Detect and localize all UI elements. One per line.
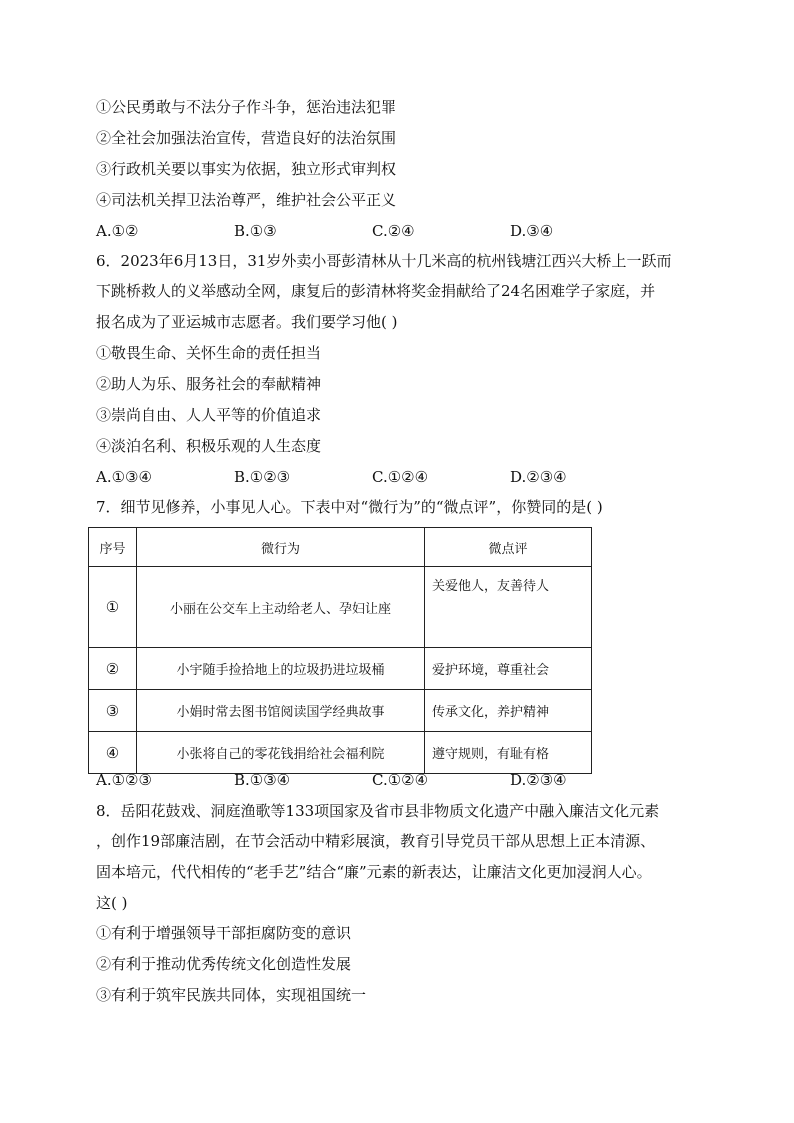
row-comment: 爱护环境，尊重社会 [425,648,592,690]
q6-option-b[interactable]: B.①②③ [234,468,291,486]
q7-option-c[interactable]: C.①②④ [372,771,429,789]
table-row [89,567,592,648]
q6-option-c[interactable]: C.①②④ [372,468,429,486]
row-comment: 遵守规则，有耻有格 [425,732,592,774]
q7-table-header [89,528,592,567]
q7-option-b[interactable]: B.①③④ [234,771,291,789]
q6-option-a[interactable]: A.①③④ [96,468,152,486]
row-comment: 传承文化，养护精神 [425,690,592,732]
row-no: ② [89,648,137,690]
q8-stem-line-4: 这( ) [96,894,128,912]
q6-option-d[interactable]: D.②③④ [510,468,567,486]
q6-stem-line-1: 6．2023年6月13日，31岁外卖小哥彭清林从十几米高的杭州钱塘江西兴大桥上一跃而 [96,252,672,270]
q6-item-3: ③崇尚自由、人人平等的价值追求 [96,406,322,424]
q5-item-1: ①公民勇敢与不法分子作斗争，惩治违法犯罪 [96,98,397,116]
table-row [89,732,592,774]
q6-item-1: ①敬畏生命、关怀生命的责任担当 [96,344,322,362]
table-row [89,690,592,732]
header-no: 序号 [89,528,137,567]
row-behavior: 小丽在公交车上主动给老人、孕妇让座 [137,567,425,648]
q5-item-3: ③行政机关要以事实为依据，独立形式审判权 [96,160,397,178]
row-behavior: 小宇随手捡拾地上的垃圾扔进垃圾桶 [137,648,425,690]
header-behavior: 微行为 [137,528,425,567]
header-comment: 微点评 [425,528,592,567]
q5-option-a[interactable]: A.①② [96,222,139,240]
q7-option-a[interactable]: A.①②③ [96,771,152,789]
q5-item-2: ②全社会加强法治宣传，营造良好的法治氛围 [96,129,397,147]
q5-option-c[interactable]: C.②④ [372,222,415,240]
q6-item-2: ②助人为乐、服务社会的奉献精神 [96,375,322,393]
q8-item-3: ③有利于筑牢民族共同体，实现祖国统一 [96,986,367,1004]
q5-option-b[interactable]: B.①③ [234,222,277,240]
q7-table [88,527,592,774]
q8-item-1: ①有利于增强领导干部拒腐防变的意识 [96,924,352,942]
table-row [89,648,592,690]
q7-stem: 7．细节见修养，小事见人心。下表中对“微行为”的“微点评”，你赞同的是( ) [96,498,603,516]
row-comment: 关爱他人，友善待人 [425,567,592,648]
q5-option-d[interactable]: D.③④ [510,222,554,240]
q8-stem-line-3: 固本培元，代代相传的“老手艺”结合“廉”元素的新表达，让廉洁文化更加浸润人心。 [96,863,652,881]
q5-item-4: ④司法机关捍卫法治尊严，维护社会公平正义 [96,191,397,209]
row-no: ③ [89,690,137,732]
q8-item-2: ②有利于推动优秀传统文化创造性发展 [96,955,352,973]
q8-stem-line-1: 8．岳阳花鼓戏、洞庭渔歌等133项国家及省市县非物质文化遗产中融入廉洁文化元素 [96,802,660,820]
q8-stem-line-2: ，创作19部廉洁剧，在节会活动中精彩展演，教育引导党员干部从思想上正本清源、 [96,832,656,850]
q7-option-d[interactable]: D.②③④ [510,771,567,789]
q6-item-4: ④淡泊名利、积极乐观的人生态度 [96,437,322,455]
row-behavior: 小娟时常去图书馆阅读国学经典故事 [137,690,425,732]
q6-stem-line-3: 报名成为了亚运城市志愿者。我们要学习他( ) [96,313,398,331]
row-no: ① [89,567,137,648]
q6-stem-line-2: 下跳桥救人的义举感动全网，康复后的彭清林将奖金捐献给了24名困难学子家庭，并 [96,282,656,300]
row-behavior: 小张将自己的零花钱捐给社会福利院 [137,732,425,774]
row-no: ④ [89,732,137,774]
